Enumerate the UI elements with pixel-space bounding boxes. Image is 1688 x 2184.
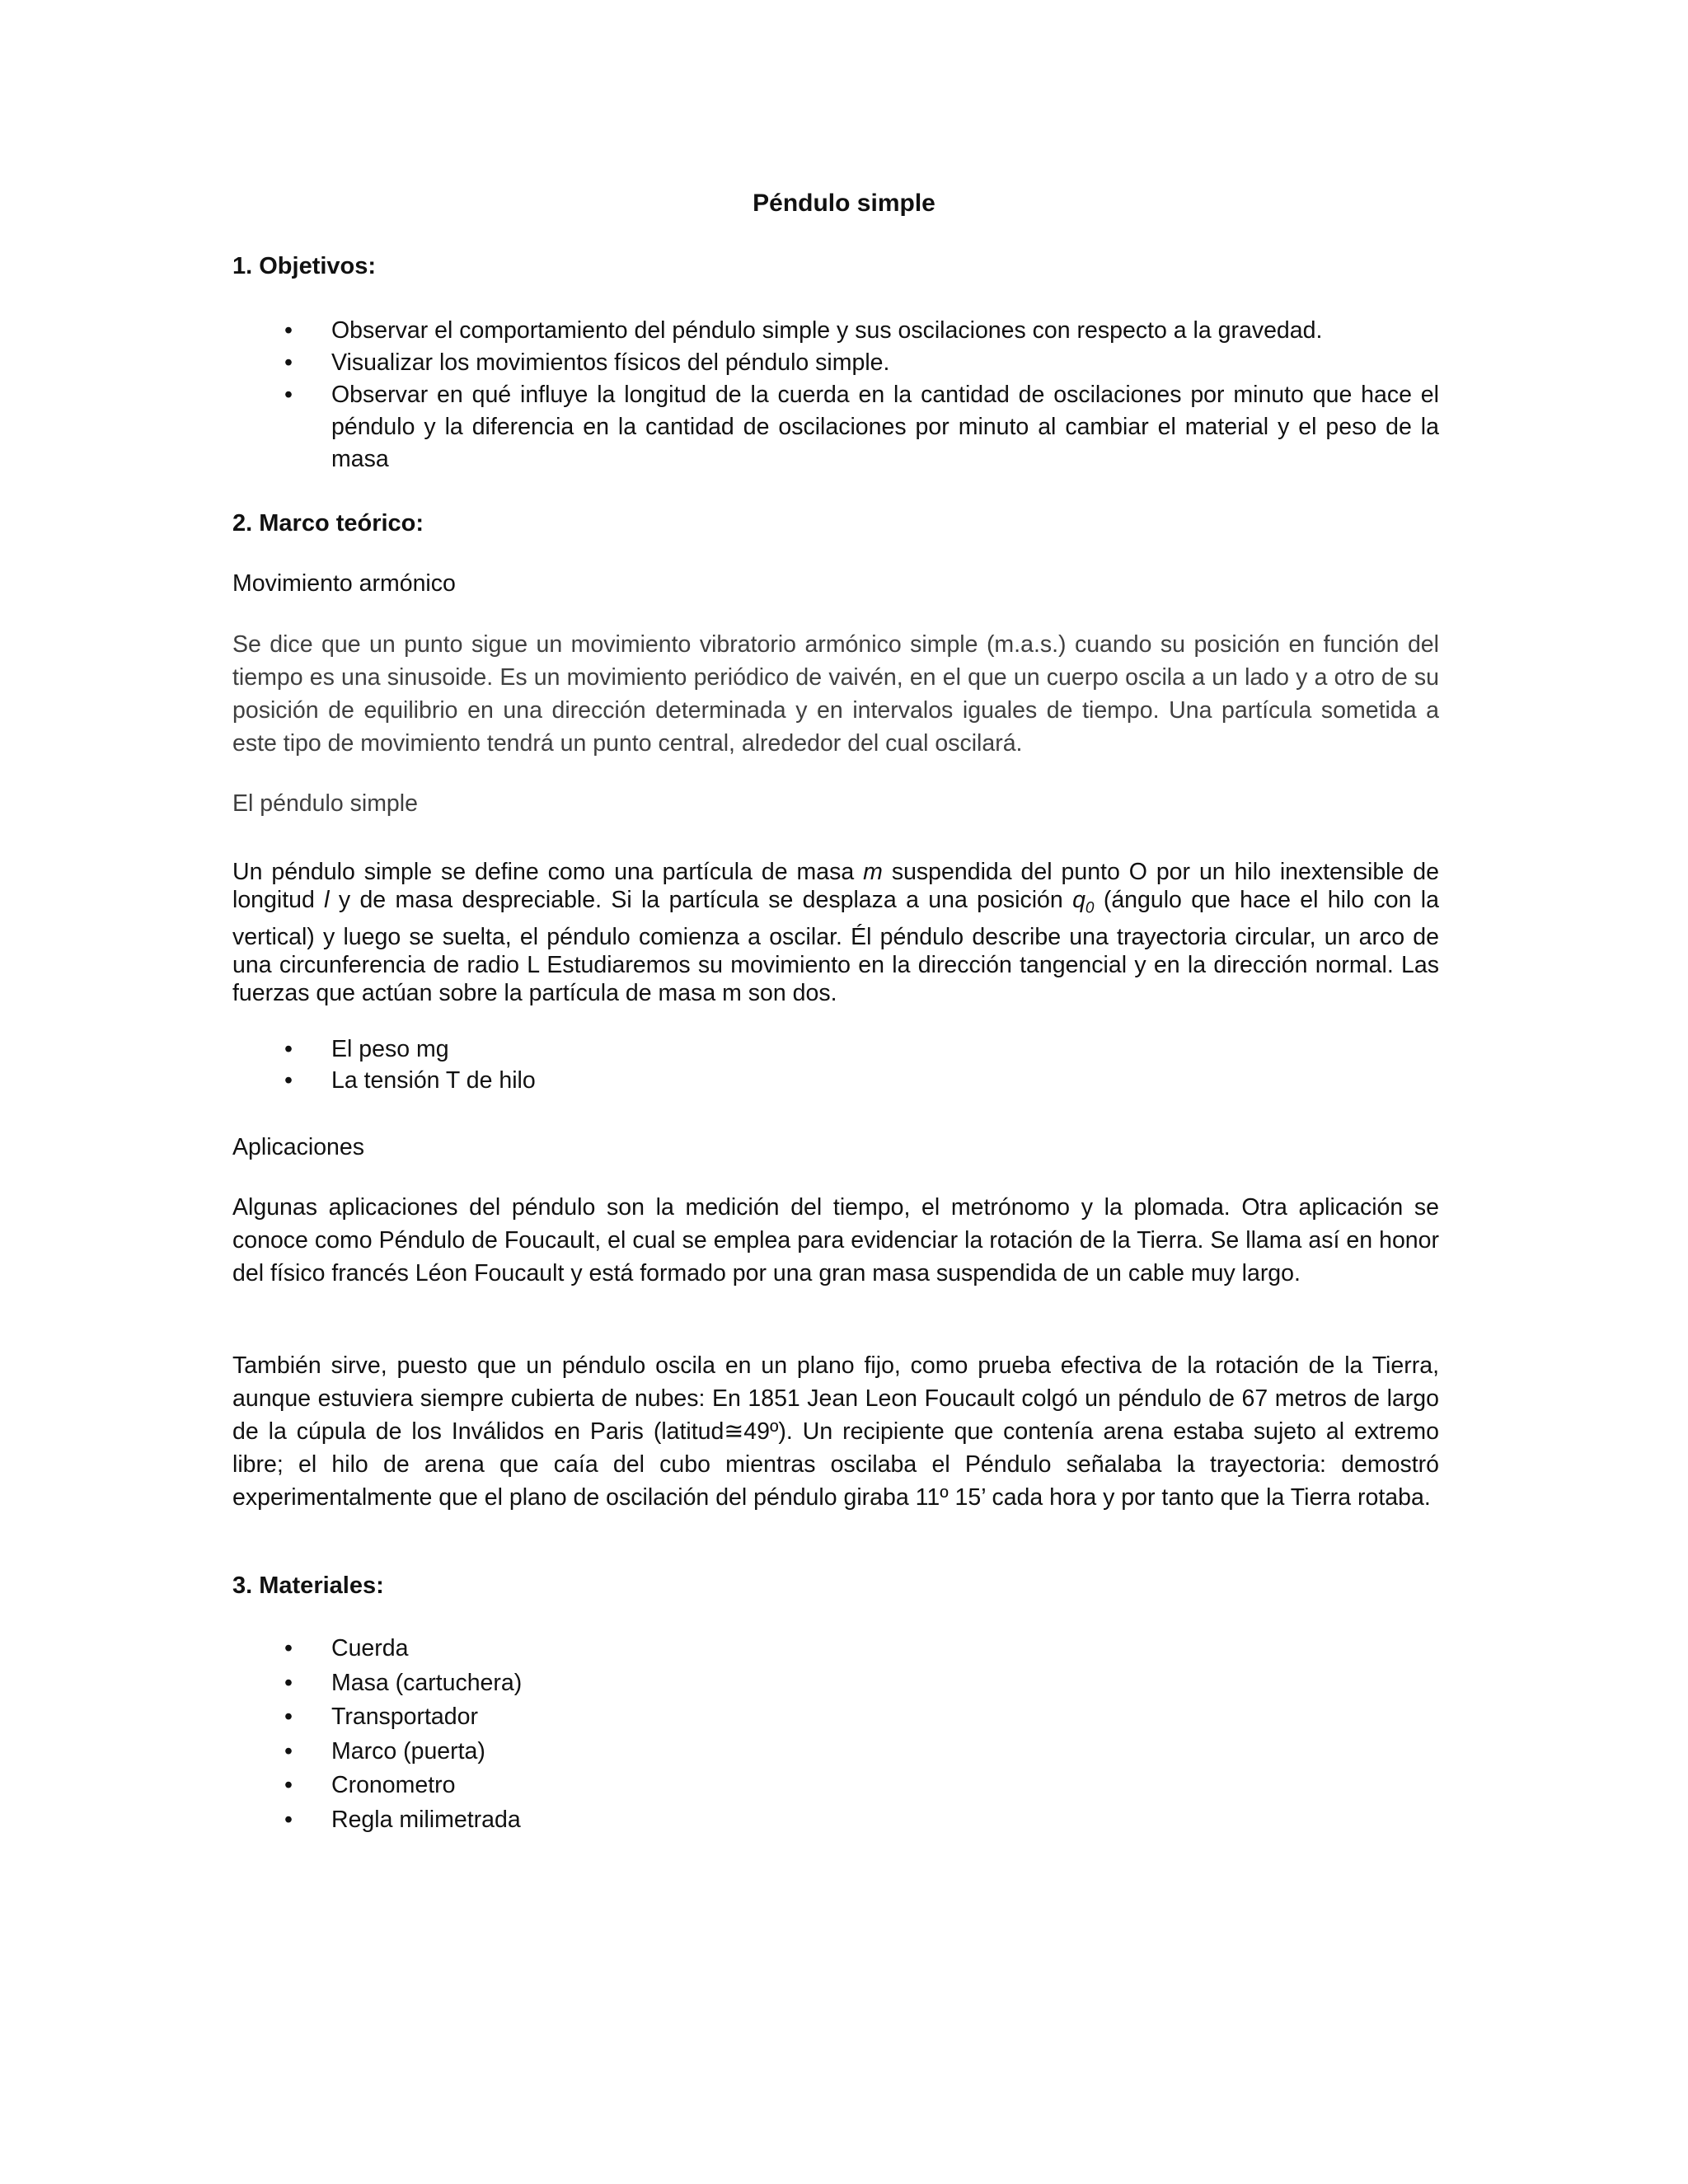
symbol-q0: $q_0$ — [1072, 887, 1095, 917]
list-item: • Regla milimetrada — [232, 1803, 1439, 1838]
paragraph-aplicaciones-1: Algunas aplicaciones del péndulo son la medición del tiempo, el metrónomo y la plomada. Otra aplicación se conoce como Péndulo de Foucault, el cual se emplea para evidenciar la rotación de la Tierra. Se llama así en honor del físico francés Léon Foucault y está formado por una gran masa suspendida de un cable muy largo. — [232, 1194, 1439, 1286]
bullet-icon: • — [284, 1772, 293, 1798]
list-item: • Observar el comportamiento del péndulo simple y sus oscilaciones con respecto a la gravedad. — [232, 315, 1439, 347]
subheading-movimiento-armonico: Movimiento armónico — [232, 570, 456, 597]
list-item: • Cronometro — [232, 1769, 1439, 1803]
bullet-icon: • — [284, 1669, 293, 1696]
bullet-icon: • — [284, 1036, 293, 1062]
bullet-icon: • — [284, 1635, 293, 1661]
list-item: • La tensión T de hilo — [232, 1065, 1439, 1096]
bullet-icon: • — [284, 1737, 293, 1765]
section-heading-materiales: 3. Materiales: — [232, 1572, 384, 1599]
subheading-pendulo-simple: El péndulo simple — [232, 790, 418, 817]
paragraph-pendulo-simple: Un péndulo simple se define como una partícula de masa m suspendida del punto O por un hilo inextensible de longitud l y de masa despreciable. Si la partícula se desplaza a una posición $q_0$ (ángulo que hace el hilo con la vertical) y luego se suelta, el péndulo comienza a oscilar. Él péndulo describe una trayectoria circular, un arco de una circunferencia de radio L Estudiaremos su movimiento en la dirección tangencial y en la dirección normal. Las fuerzas que actúan sobre la partícula de masa m son dos. — [232, 859, 1439, 1006]
list-item: • El peso mg — [232, 1033, 1439, 1065]
fuerzas-list — [232, 1033, 1439, 1096]
paragraph-aplicaciones-2: También sirve, puesto que un péndulo oscila en un plano fijo, como prueba efectiva de la rotación de la Tierra, aunque estuviera siempre cubierta de nubes: En 1851 Jean Leon Foucault colgó un péndulo de 67 metros de largo de la cúpula de los Inválidos en Paris (latitud≅49º). Un recipiente que contenía arena estaba sujeto al extremo libre; el hilo de arena que caía del cubo mientras oscilaba el Péndulo señalaba la trayectoria: demostró experimentalmente que el plano de oscilación del péndulo giraba 11º 15’ cada hora y por tanto que la Tierra rotaba. — [232, 1352, 1439, 1511]
bullet-icon: • — [284, 349, 293, 376]
bullet-icon: • — [284, 1806, 293, 1833]
bullet-icon: • — [284, 317, 293, 344]
symbol-m: m — [863, 859, 883, 885]
document-title: Péndulo simple — [753, 190, 935, 217]
list-item: • Cuerda — [232, 1632, 1439, 1666]
symbol-l: l — [324, 887, 330, 913]
list-item: • Observar en qué influye la longitud de la cuerda en la cantidad de oscilaciones por minuto que hace el péndulo y la diferencia en la cantidad de oscilaciones por minuto al cambiar el material y el peso de la masa — [232, 379, 1439, 476]
objetivos-list — [232, 315, 1439, 476]
bullet-icon: • — [284, 382, 293, 408]
section-heading-objetivos: 1. Objetivos: — [232, 253, 377, 279]
list-item: • Visualizar los movimientos físicos del péndulo simple. — [232, 347, 1439, 379]
bullet-icon: • — [284, 1067, 293, 1094]
section-heading-marco-teorico: 2. Marco teórico: — [232, 510, 424, 537]
list-item: • Marco (puerta) — [232, 1735, 1439, 1769]
paragraph-movimiento-armonico: Se dice que un punto sigue un movimiento vibratorio armónico simple (m.a.s.) cuando su posición en función del tiempo es una sinusoide. Es un movimiento periódico de vaivén, en el que un cuerpo oscila a un lado y a otro de su posición de equilibrio en una dirección determinada y en intervalos iguales de tiempo. Una partícula sometida a este tipo de movimiento tendrá un punto central, alrededor del cual oscilará. — [232, 631, 1439, 757]
bullet-icon: • — [284, 1704, 293, 1730]
materiales-list — [232, 1632, 1439, 1837]
list-item: • Masa (cartuchera) — [232, 1666, 1439, 1701]
subheading-aplicaciones: Aplicaciones — [232, 1134, 365, 1160]
list-item: • Transportador — [232, 1700, 1439, 1735]
